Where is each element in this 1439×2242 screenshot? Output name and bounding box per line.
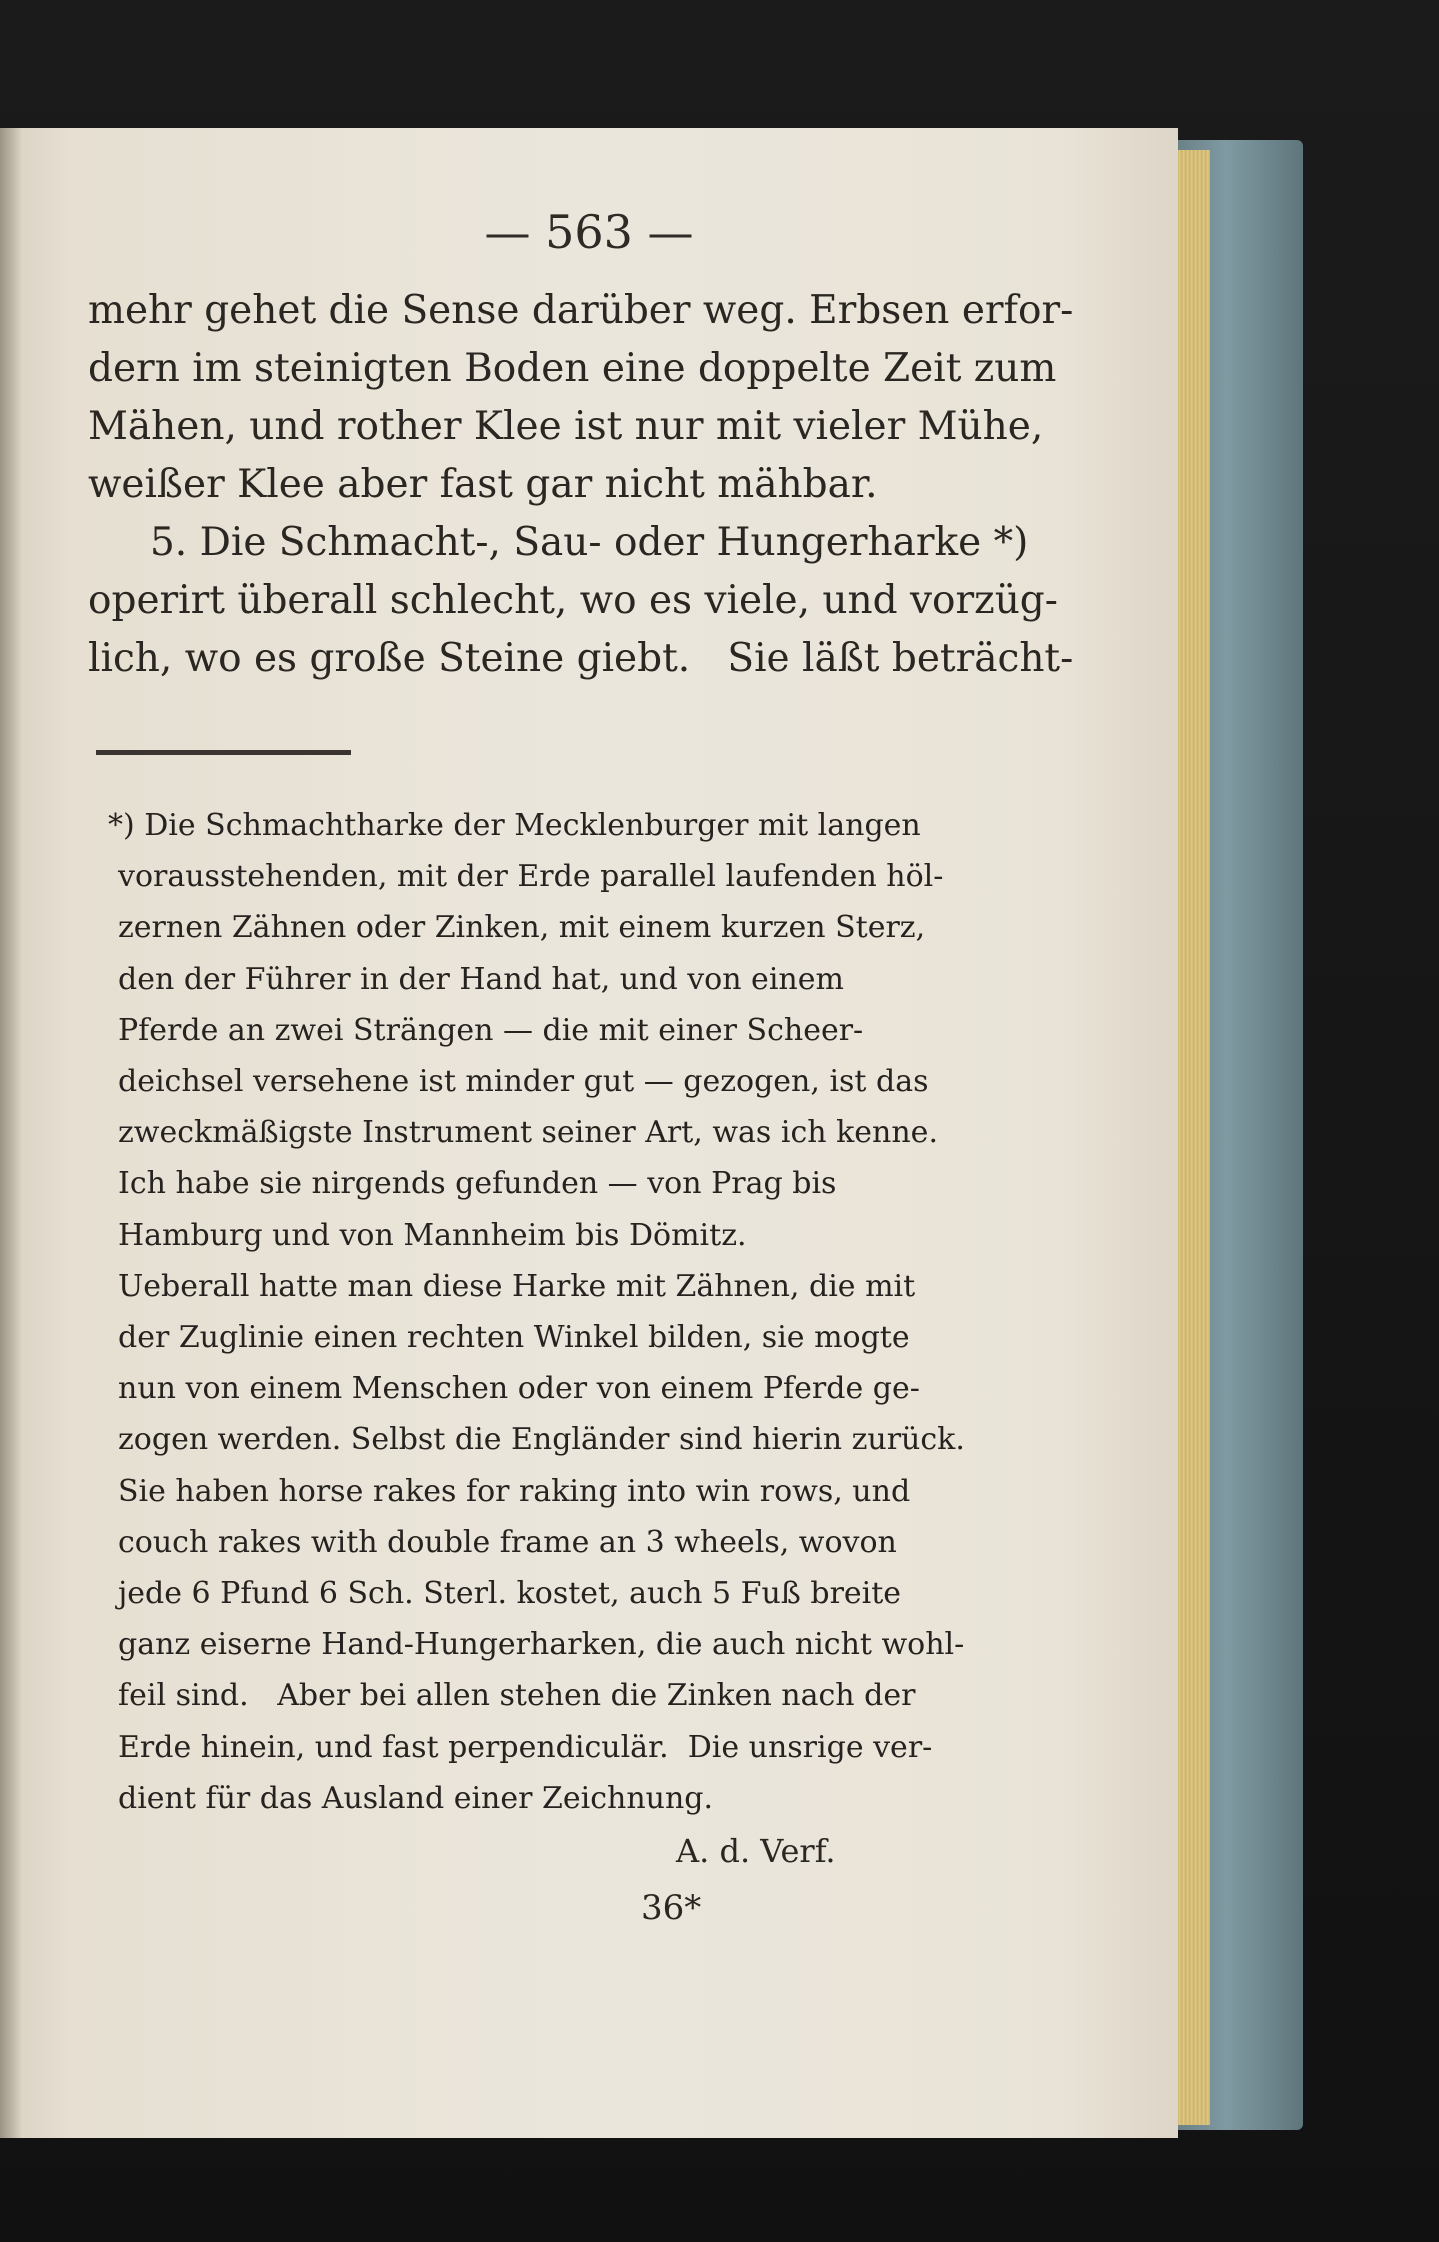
footnote-line: *) Die Schmachtharke der Mecklenburger mit langen [108, 808, 921, 843]
footnote-line: nun von einem Menschen oder von einem Pferde ge- [118, 1371, 920, 1407]
footnote-line: Ueberall hatte man diese Harke mit Zähnen, die mit [118, 1268, 916, 1304]
body-line: 5. Die Schmacht-, Sau- oder Hungerharke *) [88, 520, 1029, 565]
footnote-line: Ich habe sie nirgends gefunden — von Prag bis [118, 1166, 837, 1202]
footnote-line: zogen werden. Selbst die Engländer sind hierin zurück. [118, 1422, 965, 1458]
body-line: lich, wo es große Steine giebt. Sie läßt beträcht- [88, 636, 1074, 681]
body-line: weißer Klee aber fast gar nicht mähbar. [88, 462, 878, 507]
footnote-line: der Zuglinie einen rechten Winkel bilden, sie mogte [118, 1320, 910, 1356]
body-line: mehr gehet die Sense darüber weg. Erbsen erfor- [88, 288, 1074, 333]
footnote-line: Hamburg und von Mannheim bis Dömitz. [118, 1217, 747, 1253]
footnote-line: zweckmäßigste Instrument seiner Art, was ich kenne. [118, 1115, 938, 1151]
footnote-line: Pferde an zwei Strängen — die mit einer Scheer- [118, 1012, 864, 1048]
footnote-line: jede 6 Pfund 6 Sch. Sterl. kostet, auch 5 Fuß breite [118, 1576, 902, 1612]
footnote-line: feil sind. Aber bei allen stehen die Zinken nach der [118, 1678, 916, 1714]
footnote-line: zernen Zähnen oder Zinken, mit einem kurzen Sterz, [118, 910, 926, 946]
footnote [108, 800, 978, 1824]
footnote-line: den der Führer in der Hand hat, und von einem [118, 961, 844, 997]
footnote-line: Erde hinein, und fast perpendiculär. Die unsrige ver- [118, 1729, 933, 1765]
footnote-line: Sie haben horse rakes for raking into win rows, und [118, 1473, 911, 1509]
main-text [88, 282, 1074, 688]
footnote-line: vorausstehenden, mit der Erde parallel laufenden höl- [118, 859, 944, 895]
footnote-line: ganz eiserne Hand-Hungerharken, die auch nicht wohl- [118, 1627, 965, 1663]
body-line: dern im steinigten Boden eine doppelte Zeit zum [88, 346, 1057, 391]
footnote-line: dient für das Ausland einer Zeichnung. [118, 1780, 714, 1816]
footnote-line: deichsel versehene ist minder gut — gezogen, ist das [118, 1064, 929, 1100]
signature-mark: 36* [641, 1888, 702, 1928]
footnote-rule [96, 750, 351, 755]
body-line: Mähen, und rother Klee ist nur mit vieler Mühe, [88, 404, 1044, 449]
footnote-signature: A. d. Verf. [676, 1832, 836, 1870]
body-line: operirt überall schlecht, wo es viele, und vorzüg- [88, 578, 1058, 623]
footnote-line: couch rakes with double frame an 3 wheels, wovon [118, 1524, 897, 1560]
page-gutter-shadow [0, 128, 22, 2138]
page-number-header: — 563 — [484, 205, 694, 259]
